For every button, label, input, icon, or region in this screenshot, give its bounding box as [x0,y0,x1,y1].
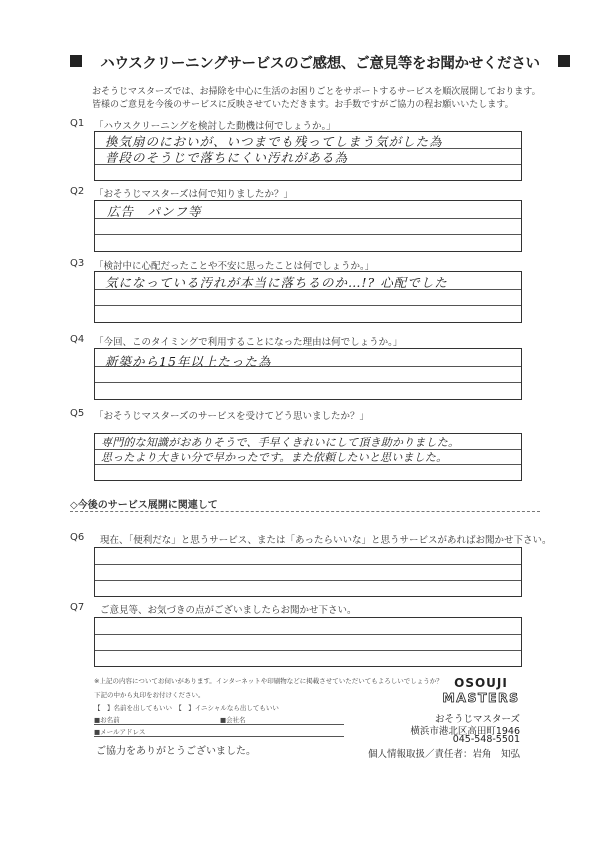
logo-bottom-text: MASTERS [442,690,520,705]
name-label: ■お名前 [94,716,120,724]
thanks-text: ご協力をありがとうございました。 [96,746,256,757]
q3-text: 「検討中に心配だったことや不安に思ったことは何でしょうか。」 [94,261,375,272]
q5-label: Q5 [70,408,85,419]
q6-text: 現在、「便利だな」と思うサービス、または「あったらいいな」と思うサービスがあればお聞かせ下さい。 [100,535,552,546]
q7-text: ご意見等、お気づきの点がございましたらお聞かせ下さい。 [100,605,357,616]
q2-answer-line-1: 広告 パンフ等 [107,204,202,219]
ruled-line [95,650,521,651]
name-field[interactable] [94,724,344,725]
q1-answer-line-2: 普段のそうじで落ちにくい汚れがある為 [105,150,349,165]
square-bullet-icon [70,55,82,67]
publish-options[interactable]: 【 】名前を出してもいい 【 】イニシャルなら出してもいい [94,704,279,712]
section-heading: ◇今後のサービス展開に関連して [70,500,218,511]
q4-label: Q4 [70,334,85,345]
q4-answer-box[interactable] [94,348,522,400]
q5-text: 「おそうじマスターズのサービスを受けてどう思いましたか？」 [94,411,370,422]
q6-answer-box[interactable] [94,547,522,597]
q4-answer-line-1: 新築から15年以上たった為 [105,354,272,369]
q1-answer-box[interactable] [94,131,522,181]
intro-line-2: 皆様のご意見を今後のサービスに反映させていただきます。お手数ですがご協力の程お願いいたします。 [92,100,514,110]
email-label: ■メールアドレス [94,728,146,736]
q2-text: 「おそうじマスターズは何で知りましたか？」 [94,189,294,200]
page-title: ハウスクリーニングサービスのご感想、ご意見等をお聞かせください [100,56,540,72]
ruled-line [95,234,521,235]
ruled-line [95,305,521,306]
section-divider [70,511,540,512]
company-name: おそうじマスターズ [434,714,520,725]
company-address: 横浜市港北区高田町1946 [410,726,520,737]
q7-answer-box[interactable] [94,617,522,667]
q1-answer-line-1: 換気扇のにおいが、いつまでも残ってしまう気がした為 [105,134,443,149]
q7-label: Q7 [70,602,85,613]
q6-label: Q6 [70,532,85,543]
q1-label: Q1 [70,118,85,129]
q1-text: 「ハウスクリーニングを検討した動機は何でしょうか。」 [94,121,336,132]
q5-answer-line-2: 思ったより大きい分で早かったです。また依頼したいと思いました。 [101,451,448,464]
q2-label: Q2 [70,186,85,197]
ruled-line [95,634,521,635]
footer-note-2: 下記の中から丸印をお付けください。 [94,691,205,699]
q3-label: Q3 [70,258,85,269]
intro-line-1: おそうじマスターズでは、お掃除を中心に生活のお困りごとをサポートするサービスを順次展開しております。 [92,87,541,97]
q2-answer-box[interactable] [94,200,522,252]
ruled-line [95,580,521,581]
q4-text: 「今回、このタイミングで利用することになった理由は何でしょうか。」 [94,337,403,348]
email-field[interactable] [94,736,344,737]
square-bullet-icon [558,55,570,67]
q3-answer-line-1: 気になっている汚れが本当に落ちるのか…!? 心配でした [105,275,448,290]
q5-answer-box[interactable] [94,433,522,481]
q3-answer-box[interactable] [94,271,522,323]
q5-answer-line-1: 専門的な知識がおありそうで、手早くきれいにして頂き助かりました。 [101,436,460,449]
company-logo [436,676,526,710]
logo-top-text: OSOUJI [454,676,508,690]
privacy-officer: 個人情報取扱／責任者：岩角 知弘 [367,749,520,760]
company-label: ■会社名 [220,716,246,724]
ruled-line [95,382,521,383]
company-phone: 045-548-5501 [452,734,520,745]
page-title-bar [70,52,570,74]
footer-note-1: ※上記の内容についてお伺いがあります。インターネットや印刷物などに掲載させていただいてもよろしいでしょうか？ [94,677,443,685]
ruled-line [95,564,521,565]
